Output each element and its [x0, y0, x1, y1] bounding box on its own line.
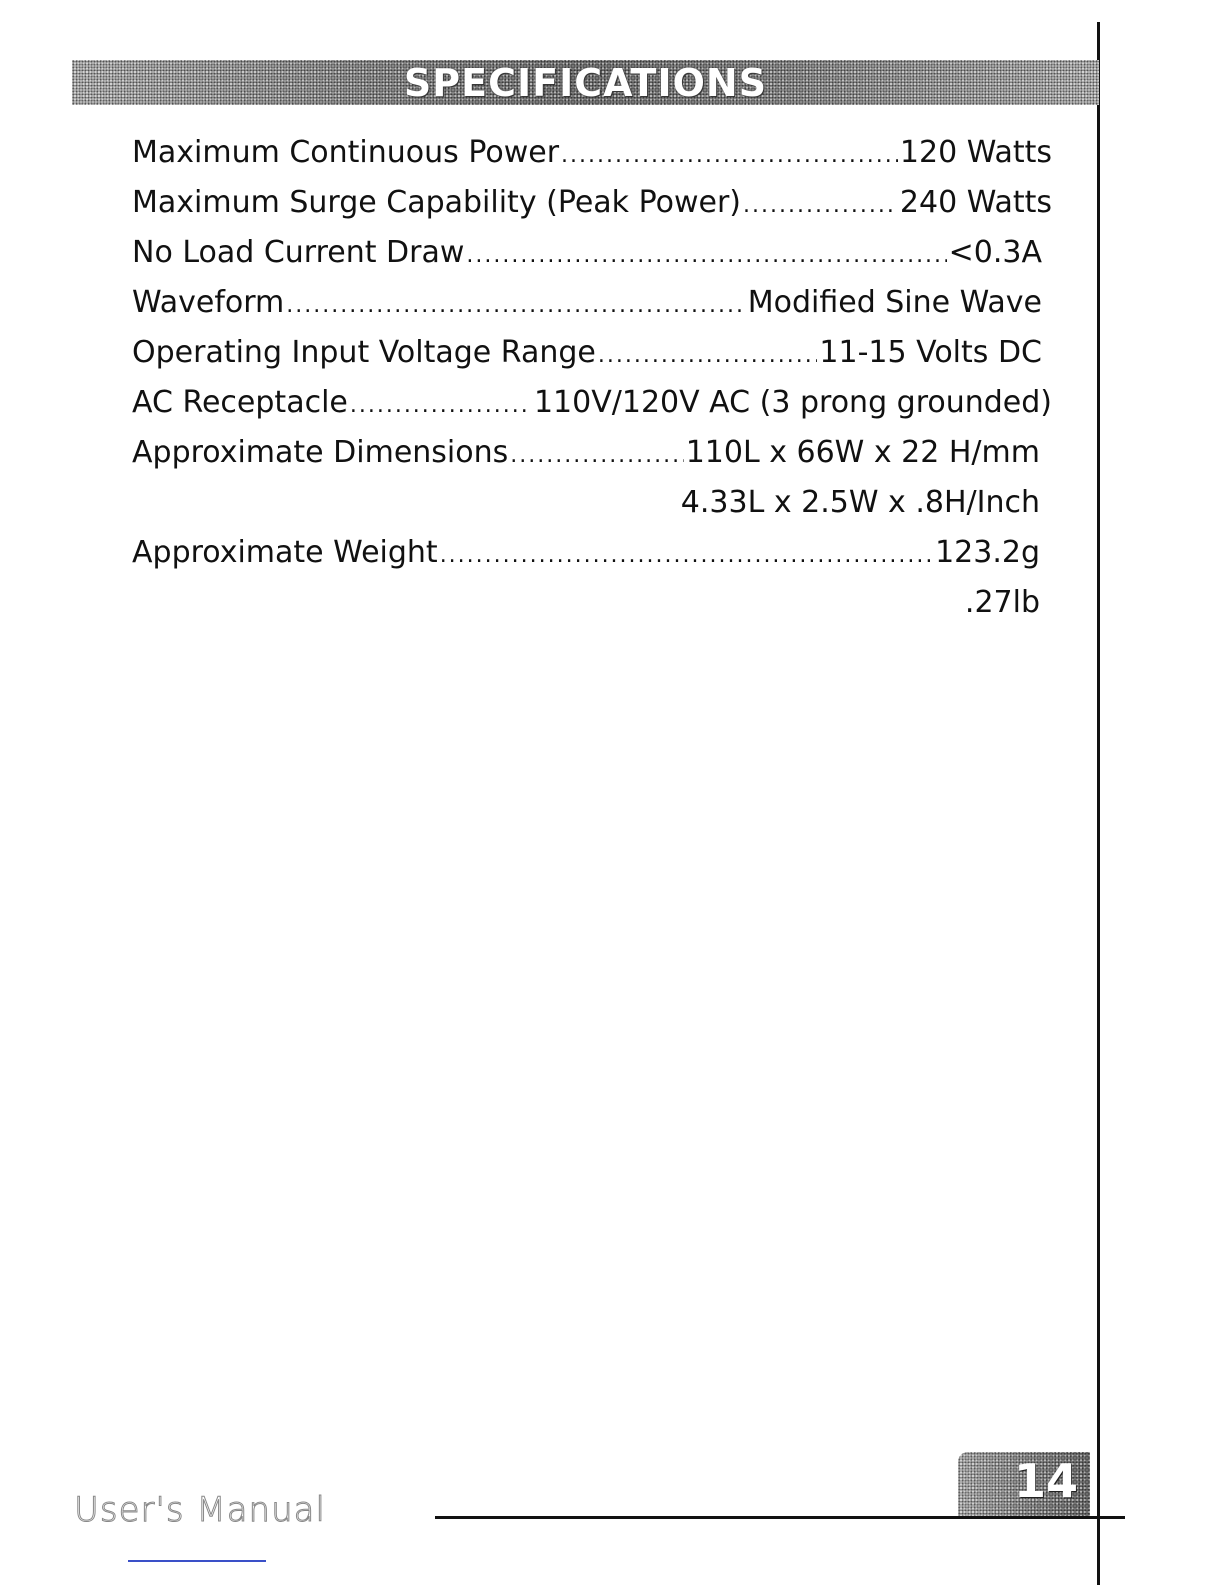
spec-value: 240 Watts [899, 185, 1052, 220]
spec-value: 110L x 66W x 22 H/mm [685, 435, 1040, 470]
dot-leader [466, 231, 946, 281]
specifications-list [132, 128, 1052, 628]
dot-leader [743, 181, 898, 231]
section-header-bar [72, 60, 1099, 105]
spec-value: 123.2g [935, 535, 1040, 570]
spec-value-secondary: 4.33L x 2.5W x .8H/Inch [680, 485, 1040, 520]
dot-leader [598, 331, 818, 381]
dot-leader [286, 281, 745, 331]
spec-label: Maximum Surge Capability (Peak Power) [132, 185, 741, 220]
page-number: 14 [1013, 1454, 1078, 1508]
manual-label: User's Manual [74, 1490, 326, 1530]
spec-label: Approximate Dimensions [132, 435, 509, 470]
spec-label: Approximate Weight [132, 535, 438, 570]
spec-row-waveform [132, 278, 1052, 328]
spec-row-continuous-power [132, 128, 1052, 178]
spec-row-weight [132, 528, 1052, 578]
spec-row-dimensions [132, 428, 1052, 478]
spec-value: 110V/120V AC (3 prong grounded) [533, 385, 1052, 420]
spec-row-no-load-current [132, 228, 1052, 278]
margin-line [1097, 22, 1100, 1585]
spec-label: Maximum Continuous Power [132, 135, 560, 170]
bottom-accent-line [128, 1560, 266, 1562]
dot-leader [561, 131, 898, 181]
spec-value: 11-15 Volts DC [819, 335, 1042, 370]
spec-label: Operating Input Voltage Range [132, 335, 596, 370]
section-title: SPECIFICATIONS [403, 60, 768, 105]
footer-rule [435, 1516, 1125, 1519]
page-number-badge [958, 1452, 1090, 1516]
dot-leader [510, 431, 683, 481]
spec-label: Waveform [132, 285, 285, 320]
spec-value: 120 Watts [899, 135, 1052, 170]
dot-leader [440, 531, 933, 581]
spec-row-surge-capability [132, 178, 1052, 228]
spec-value: <0.3A [948, 235, 1042, 270]
spec-row-dimensions-inch [132, 478, 1052, 528]
spec-label: No Load Current Draw [132, 235, 465, 270]
spec-row-ac-receptacle [132, 378, 1052, 428]
spec-row-input-voltage [132, 328, 1052, 378]
spec-value-secondary: .27lb [964, 585, 1040, 620]
spec-value: Modified Sine Wave [747, 285, 1042, 320]
spec-row-weight-lb [132, 578, 1052, 628]
dot-leader [350, 381, 532, 431]
spec-label: AC Receptacle [132, 385, 348, 420]
